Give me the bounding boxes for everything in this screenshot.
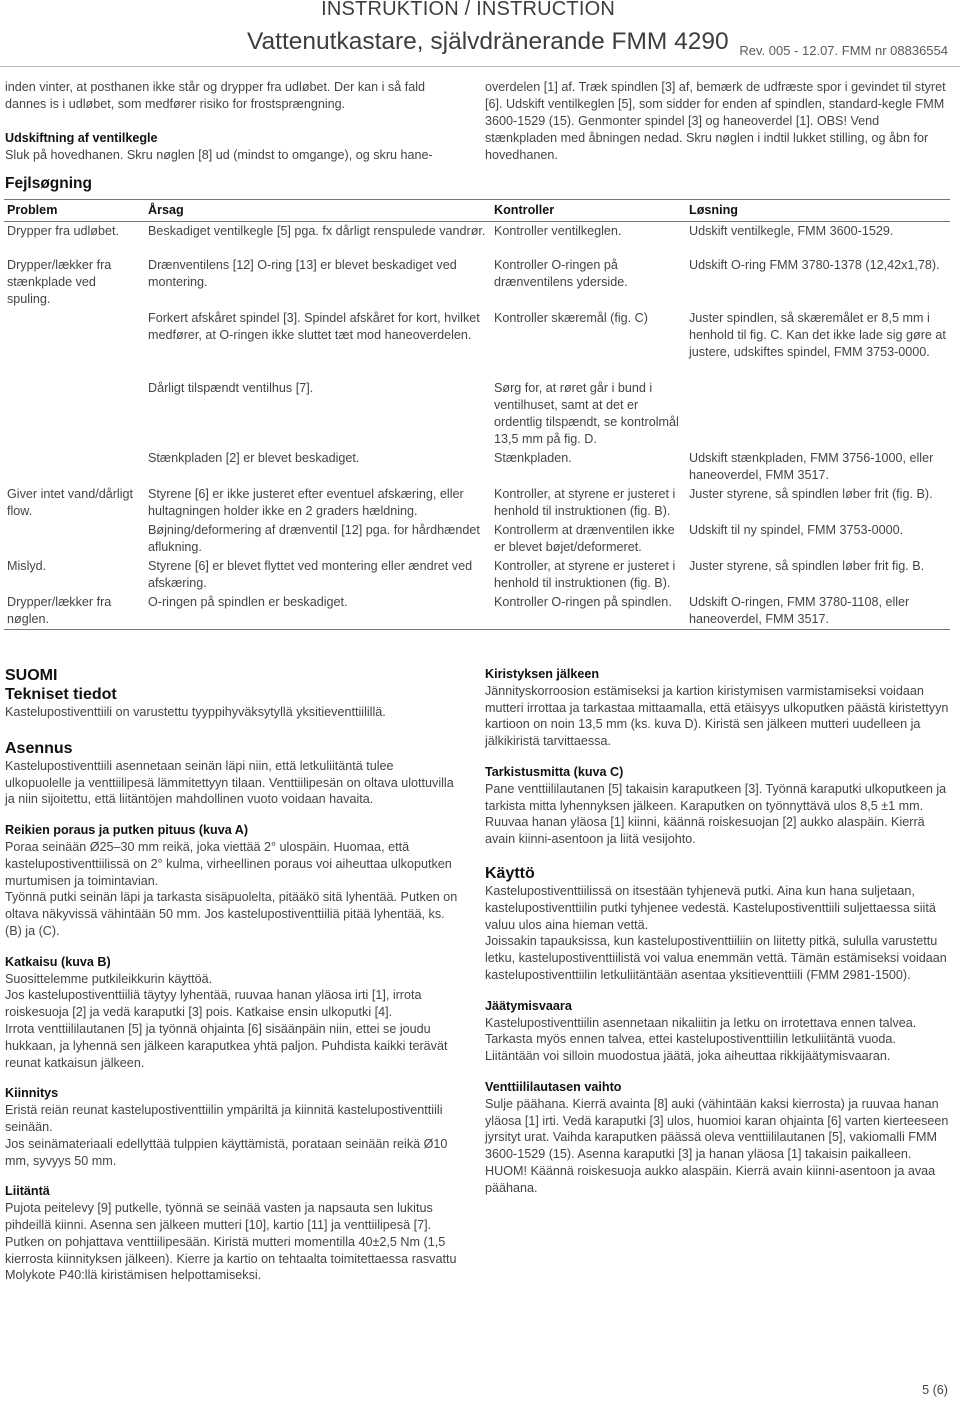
check-dimension-paragraph-1: Pane venttiililautanen [5] takaisin karaputkeen [3]. Työnnä karaputki ulkoputkeen ja tarkista mitta lyhennyksen jälkeen. Karaputken on työnnyttävä ulos 8,5 ±1 mm. xyxy=(485,781,947,813)
freezing-paragraph: Kastelupostiventtiilin asennetaan nikaliitin ja letku on irrotettava ennen talvea. Tarkasta myös ennen talvea, ettei kastelupostiventtiilin letkuliitäntä vuoda. Liitäntään voi silloin muodostua jäätä, joka aiheuttaa rikkijäätymisvaaran. xyxy=(485,1015,917,1064)
cell-problem xyxy=(4,521,145,557)
finnish-left-column xyxy=(5,666,463,1293)
cell-check: Kontroller O-ringen på spindlen. xyxy=(491,593,686,630)
connection-paragraph: Pujota peitelevy [9] putkelle, työnnä se seinää vasten ja napsauta sen lukitus pihdeillä kiinni. Asenna sen jälkeen mutteri [10], kartio [11] ja venttiilipesä [7]. Putken on pohjattava venttiilipesään. Kiristä mutteri momentilla 40±2,5 Nm (1,5 kierrosta kiinnityksen jälkeen). Kierre ja kartio on tehtaalta toimitettaessa rasvattu Molykote P40:llä kiristämisen helpottamiseksi. xyxy=(5,1201,457,1283)
col-header-cause: Årsag xyxy=(145,200,491,222)
valve-replacement-heading: Venttiililautasen vaihto xyxy=(485,1079,622,1094)
fault-table xyxy=(4,199,950,630)
cell-solution: Udskift til ny spindel, FMM 3753-0000. xyxy=(689,522,904,537)
cell-problem xyxy=(4,449,145,485)
cell-solution: Udskift O-ring FMM 3780-1378 (12,42x1,78). xyxy=(689,257,940,272)
valve-replacement-paragraph: Sulje päähana. Kierrä avainta [8] auki (vähintään kaksi kierrosta) ja ruuvaa hanan yläosa [1] irti. Vedä karaputki [3] ulos, huomioi karan ohjainta [6] varten kierteeseen jyrsityt urat. Vaihda karaputken päässä oleva venttiililautanen [5], vakiomalli FMM 3600-1529 (15). Asenna karaputki [3] ja hanan yläosa [1] takaisin paikalleen. HUOM! Käännä roiskesuoja aukko alaspäin. Kierrä avain kiinni-asentoon ja avaa päähana. xyxy=(485,1096,949,1195)
cutting-paragraph-3: Irrota venttiililautanen [5] ja työnnä ohjainta [6] sisäänpäin niin, ettei se joudu hukkaan, ja lyhennä sen jälkeen karaputkea yhtä paljon. Puhdista kaikki terävät reunat katkaisun jälkeen. xyxy=(5,1021,448,1070)
header-revision: Rev. 005 - 12.07. FMM nr 08836554 xyxy=(739,43,948,58)
table-row xyxy=(4,256,950,309)
mounting-paragraph-1: Eristä reiän reunat kastelupostiventtiilin ympäriltä ja kiinnitä kastelupostiventtiili seinään. xyxy=(5,1103,443,1134)
page-number: 5 (6) xyxy=(922,1383,948,1397)
cell-solution: Udskift stænkpladen, FMM 3756-1000, eller haneoverdel, FMM 3517. xyxy=(689,450,934,482)
top-left-paragraph: inden vinter, at posthanen ikke står og drypper fra udløbet. Der kan i så fald dannes is i udløbet, som medfører risiko for frostsprængning. xyxy=(5,80,426,111)
cell-check: Kontroller, at styrene er justeret i henhold til instruktionen (fig. B). xyxy=(494,486,676,518)
col-header-solution: Løsning xyxy=(686,200,950,222)
cell-problem xyxy=(4,309,145,379)
install-heading: Asennus xyxy=(5,739,73,757)
usage-heading: Käyttö xyxy=(485,864,535,882)
cell-check: Kontroller skæremål (fig. C) xyxy=(494,310,648,325)
cell-cause: Styrene [6] er blevet flyttet ved montering eller ændret ved afskæring. xyxy=(148,558,473,590)
cell-solution: Udskift O-ringen, FMM 3780-1108, eller haneoverdel, FMM 3517. xyxy=(686,593,950,630)
cell-cause: Drænventilens [12] O-ring [13] er blevet beskadiget ved montering. xyxy=(148,257,457,289)
language-heading: SUOMI xyxy=(5,667,58,684)
cell-solution: Juster styrene, så spindlen løber frit fig. B. xyxy=(689,558,925,573)
connection-heading: Liitäntä xyxy=(5,1184,50,1199)
cell-problem: Drypper/lækker fra stænkplade ved spuling. xyxy=(7,257,112,306)
cell-problem xyxy=(4,379,145,449)
cell-cause: O-ringen på spindlen er beskadiget. xyxy=(145,593,491,630)
cell-check: Sørg for, at røret går i bund i ventilhuset, samt at det er ordentlig tilspændt, se kontrolmål 13,5 mm på fig. D. xyxy=(494,380,679,446)
top-left-paragraph-2: Sluk på hovedhanen. Skru nøglen [8] ud (mindst to omgange), og skru hane- xyxy=(5,148,433,162)
header-product-title: Vattenutkastare, självdränerande FMM 4290 xyxy=(247,28,729,55)
cell-cause: Stænkpladen [2] er blevet beskadiget. xyxy=(148,450,360,465)
cell-cause: Beskadiget ventilkegle [5] pga. fx dårligt renspulede vandrør. xyxy=(148,224,486,238)
tech-paragraph: Kastelupostiventtiili on varustettu tyyppihyväksytyllä yksitieventtiilillä. xyxy=(5,705,386,719)
cell-solution: Juster spindlen, så skæremålet er 8,5 mm i henhold til fig. C. Kan det ikke lade sig gøre at justere, udskiftes spindel, FMM 3753-0000. xyxy=(689,310,946,359)
cell-check: Kontroller O-ringen på drænventilens yderside. xyxy=(494,257,628,289)
cell-problem: Giver intet vand/dårligt flow. xyxy=(7,486,133,518)
cell-cause: Forkert afskåret spindel [3]. Spindel afskåret for kort, hvilket medfører, at O-ringen ikke sluttet tæt mod haneoverdelen. xyxy=(148,310,480,342)
cell-problem: Mislyd. xyxy=(7,558,47,573)
cell-cause: Styrene [6] er ikke justeret efter eventuel afskæring, eller hultagningen holder ikke en 2 graders hældning. xyxy=(148,486,464,518)
top-right-paragraph: overdelen [1] af. Træk spindlen [3] af, bemærk de udfræste spor i gevindet til styret [6]. Udskift ventilkeglen [5], som sidder for enden af spindlen, standard-kegle FMM 3600-1529 (15). Genmonter spindel [3] og haneoverdel [1]. OBS! Vend stænkpladen med åbningen nedad. Skru nøglen i indtil lukket stilling, og åbn for hovedhanen. xyxy=(485,80,946,162)
install-paragraph: Kastelupostiventtiili asennetaan seinän läpi niin, että letkuliitäntä tulee ulkopuolelle ja venttiilipesä lämmitettyyn tilaan. Venttiilipesän on oltava ulottuvilla ja niin sijoitettu, että liitäntöjen mahdollinen vuoto voidaan havaita. xyxy=(5,758,454,807)
check-dimension-paragraph-2: Ruuvaa hanan yläosa [1] kiinni, käännä roiskesuojan [2] aukko alaspäin. Kierrä avain kiinni-asentoon ja liitä vesijohto. xyxy=(485,815,925,847)
table-row xyxy=(4,379,950,449)
table-header-row xyxy=(4,200,950,222)
col-header-problem: Problem xyxy=(4,200,145,222)
drilling-heading: Reikien poraus ja putken pituus (kuva A) xyxy=(5,823,249,838)
cell-solution xyxy=(686,379,950,449)
mounting-paragraph-2: Jos seinämateriaali edellyttää tulppien käyttämistä, porataan seinään reikä Ø10 mm, syvyys 50 mm. xyxy=(5,1136,448,1168)
cell-solution: Udskift ventilkegle, FMM 3600-1529. xyxy=(689,224,894,238)
cell-cause: Bøjning/deformering af drænventil [12] pga. for hårdhændet aflukning. xyxy=(148,522,480,554)
fault-section-title: Fejlsøgning xyxy=(5,175,92,192)
check-dimension-heading: Tarkistusmitta (kuva C) xyxy=(485,764,624,779)
drilling-paragraph-1: Poraa seinään Ø25–30 mm reikä, joka viettää 2° ulospäin. Huomaa, että kastelupostiventtiilissä on 2° kulma, virheellinen poraus voi aiheuttaa ulkoputken murtumisen ja toimintavian. xyxy=(5,839,452,888)
top-left-heading: Udskiftning af ventilkegle xyxy=(5,131,158,145)
drilling-paragraph-2: Työnnä putki seinän läpi ja tarkasta sisäpuolelta, pitääkö sitä lyhentää. Putken on oltava näkyvissä vähintään 50 mm. Jos kastelupostiventtiiliä pitää lyhentää, ks. (B) ja (C). xyxy=(5,890,458,938)
cell-cause: Dårligt tilspændt ventilhus [7]. xyxy=(148,380,314,395)
cell-check: Kontroller, at styrene er justeret i henhold til instruktionen (fig. B). xyxy=(494,558,676,590)
cell-solution: Juster styrene, så spindlen løber frit (fig. B). xyxy=(689,486,933,501)
mounting-heading: Kiinnitys xyxy=(5,1086,59,1101)
usage-paragraph-1: Kastelupostiventtiilissä on itsestään tyhjenevä putki. Aina kun hana suljetaan, kastelupostiventtiilin putki tyhjenee vedestä. Kastelupostiventtiili suljettaessa siitä valuu ulos aina hieman vettä. xyxy=(485,883,936,932)
table-row xyxy=(4,222,950,256)
cell-check: Kontrollerm at drænventilen ikke er blevet bøjet/deformeret. xyxy=(494,522,675,554)
header-divider xyxy=(0,66,960,67)
table-row xyxy=(4,521,950,557)
table-row xyxy=(4,557,950,593)
cell-problem: Drypper fra udløbet. xyxy=(7,224,119,238)
header-title: INSTRUKTION / INSTRUCTION xyxy=(321,0,615,20)
cutting-paragraph-2: Jos kastelupostiventtiiliä täytyy lyhentää, ruuvaa hanan yläosa irti [1], irrota roiskesuoja [2] ja vedä karaputki [3] pois. Katkaise ensin ulkoputki [4]. xyxy=(5,988,422,1020)
table-row xyxy=(4,309,950,379)
col-header-check: Kontroller xyxy=(491,200,686,222)
cell-check: Stænkpladen. xyxy=(494,450,572,465)
after-tightening-paragraph: Jännityskorroosion estämiseksi ja kartion kiristymisen varmistamiseksi voidaan mutteri irrottaa ja tarkastaa mittaamalla, että etäisyys ulkoputken päästä kiristettyyn kartioon on noin 13,5 mm (ks. kuva D). Kiristä sen jälkeen mutteri uudelleen ja jälkikiristä tarvittaessa. xyxy=(485,683,949,749)
tech-heading: Tekniset tiedot xyxy=(5,686,117,703)
finnish-right-column xyxy=(485,666,950,1206)
freezing-heading: Jäätymisvaara xyxy=(485,998,572,1013)
usage-paragraph-2: Joissakin tapauksissa, kun kastelupostiventtiiliin on liitetty pitkä, sululla varustettu letku, kastelupostiventtiilistä voi valua enemmän vettä. Tämän estämiseksi voidaan kastelupostiventtiilin letkuliitäntään asentaa yksitieventtiili (FMM 2981-1500). xyxy=(485,934,947,982)
after-tightening-heading: Kiristyksen jälkeen xyxy=(485,667,600,681)
page-header xyxy=(0,0,960,66)
table-row xyxy=(4,449,950,485)
cutting-paragraph-1: Suosittelemme putkileikkurin käyttöä. xyxy=(5,971,213,986)
table-row xyxy=(4,593,950,630)
cell-check: Kontroller ventilkeglen. xyxy=(494,224,622,238)
table-row xyxy=(4,485,950,521)
cell-problem: Drypper/lækker fra nøglen. xyxy=(4,593,145,630)
cutting-heading: Katkaisu (kuva B) xyxy=(5,954,111,969)
